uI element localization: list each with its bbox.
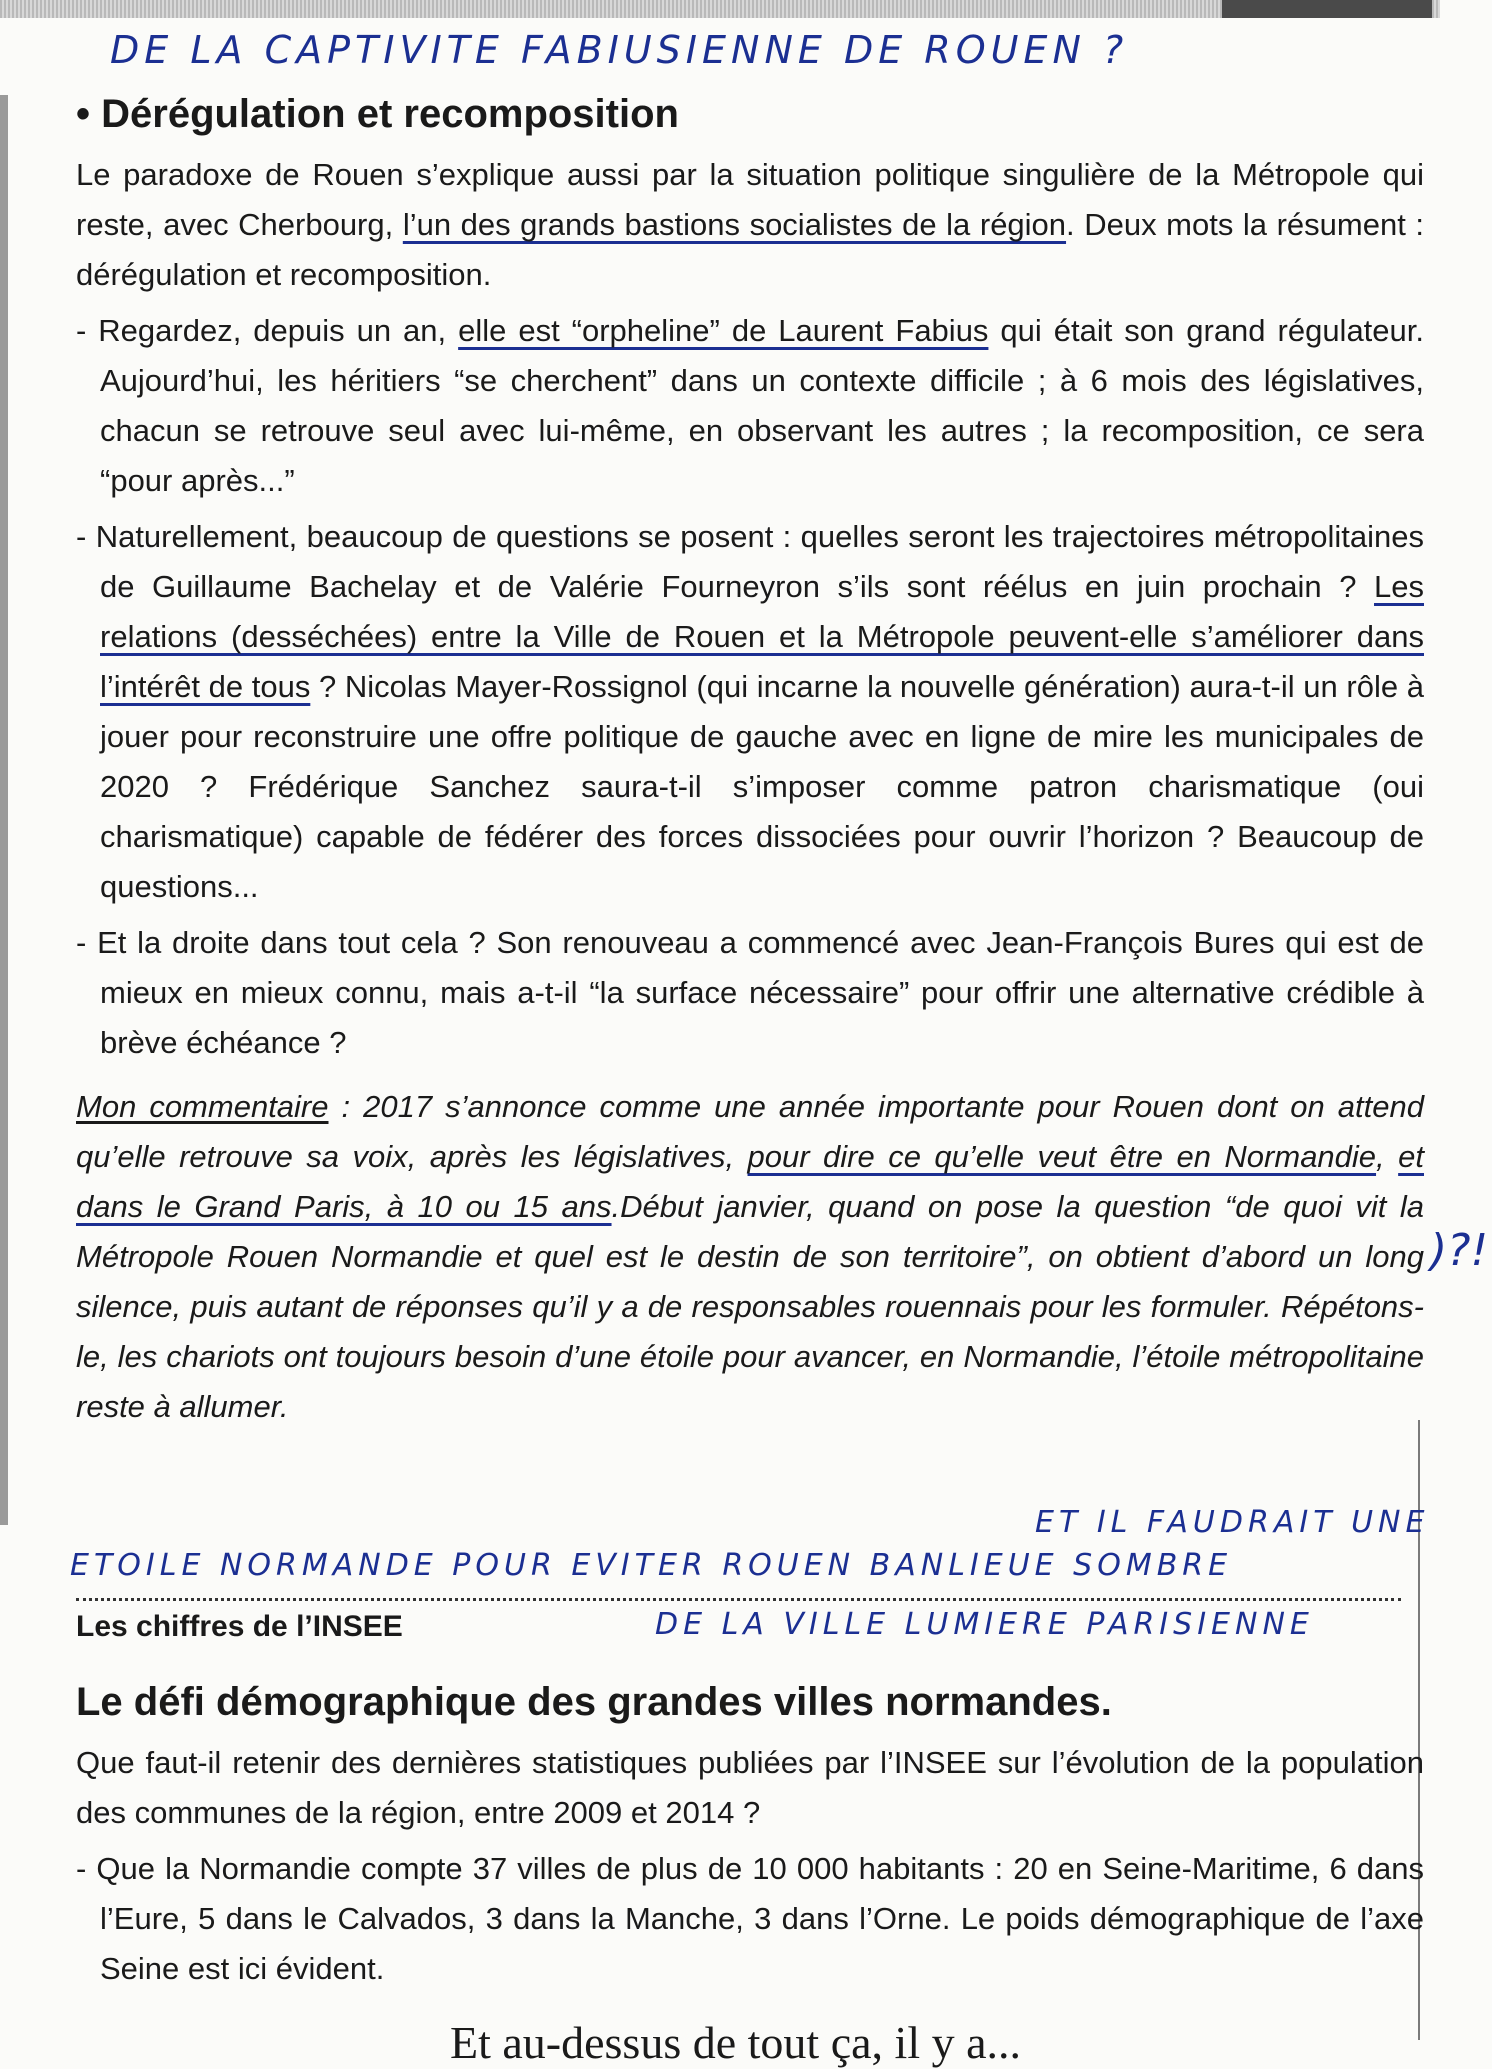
scan-top-block (1222, 0, 1432, 18)
insee-body (76, 1738, 1424, 1994)
bullet-paragraph: - Regardez, depuis un an, elle est “orpheline” de Laurent Fabius qui était son grand régulateur. Aujourd’hui, les héritiers “se cherchent” dans un contexte difficile ; à 6 mois des législatives, chacun se retrouve seul avec lui-même, en observant les autres ; la recomposition, ce sera “pour après...” (76, 313, 1425, 498)
underlined-phrase: elle est “orpheline” de Laurent Fabius (458, 313, 989, 348)
insee-subheading: Les chiffres de l’INSEE (76, 1610, 403, 1643)
commentary-label: Mon commentaire (76, 1089, 329, 1124)
dotted-divider (76, 1598, 1401, 1601)
insee-intro: Que faut-il retenir des dernières statistiques publiées par l’INSEE sur l’évolution de la population des communes de la région, entre 2009 et 2014 ? (76, 1745, 1424, 1830)
section-body (76, 150, 1424, 1432)
handwritten-note-line-1: ET IL FAUDRAIT UNE (1035, 1505, 1430, 1540)
cut-off-text: Et au-dessus de tout ça, il y a... (450, 2017, 1022, 2068)
commentary-paragraph: Mon commentaire : 2017 s’annonce comme une année importante pour Rouen dont on attend qu’elle retrouve sa voix, après les législatives, pour dire ce qu’elle veut être en Normandie, et dans le Grand Paris, à 10 ou 15 ans.Début janvier, quand on pose la question “de quoi vit la Métropole Rouen Normandie et quel est le destin de son territoire”, on obtient d’abord un long silence, puis autant de réponses qu’il y a de responsables rouennais pour les formuler. Répétons-le, les chariots ont toujours besoin d’une étoile pour avancer, en Normandie, l’étoile métropolitaine reste à allumer. (76, 1089, 1424, 1424)
handwritten-margin-mark: )?! (1430, 1225, 1489, 1276)
insee-heading: Le défi démographique des grandes villes normandes. (76, 1680, 1112, 1724)
underlined-phrase: Les relations (desséchées) entre la Ville de Rouen et la Métropole peuvent-elle s’améliorer dans l’intérêt de tous (100, 569, 1424, 704)
intro-paragraph: Le paradoxe de Rouen s’explique aussi par la situation politique singulière de la Métropole qui reste, avec Cherbourg, l’un des grands bastions socialistes de la région. Deux mots la résument : dérégulation et recomposition. (76, 157, 1424, 292)
underlined-phrase: l’un des grands bastions socialistes de la région (402, 207, 1067, 242)
bullet-paragraph: - Et la droite dans tout cela ? Son renouveau a commencé avec Jean-François Bures qui est de mieux en mieux connu, mais a-t-il “la surface nécessaire” pour offrir une alternative crédible à brève échéance ? (76, 925, 1424, 1060)
handwritten-note-line-2: ETOILE NORMANDE POUR EVITER ROUEN BANLIEUE SOMBRE (70, 1548, 1233, 1583)
underlined-phrase: et dans le Grand Paris, à 10 ou 15 ans (76, 1139, 1424, 1224)
bullet-paragraph: - Que la Normandie compte 37 villes de plus de 10 000 habitants : 20 en Seine-Maritime, 6 dans l’Eure, 5 dans le Calvados, 3 dans la Manche, 3 dans l’Orne. Le poids démographique de l’axe Seine est ici évident. (76, 1851, 1424, 1986)
column-rule-left (0, 95, 8, 1525)
section-heading: • Dérégulation et recomposition (76, 92, 679, 136)
underlined-phrase: pour dire ce qu’elle veut être en Normandie (747, 1139, 1377, 1174)
handwritten-top-note: DE LA CAPTIVITE FABIUSIENNE DE ROUEN ? (110, 28, 1129, 72)
bullet-paragraph: - Naturellement, beaucoup de questions se posent : quelles seront les trajectoires métropolitaines de Guillaume Bachelay et de Valérie Fourneyron s’ils sont réélus en juin prochain ? Les relations (desséchées) entre la Ville de Rouen et la Métropole peuvent-elle s’améliorer dans l’intérêt de tous ? Nicolas Mayer-Rossignol (qui incarne la nouvelle génération) aura-t-il un rôle à jouer pour reconstruire une offre politique de gauche avec en ligne de mire les municipales de 2020 ? Frédérique Sanchez saura-t-il s’imposer comme patron charismatique (oui charismatique) capable de fédérer des forces dissociées pour ouvrir l’horizon ? Beaucoup de questions... (76, 519, 1424, 904)
handwritten-note-line-3: DE LA VILLE LUMIERE PARISIENNE (655, 1607, 1314, 1642)
